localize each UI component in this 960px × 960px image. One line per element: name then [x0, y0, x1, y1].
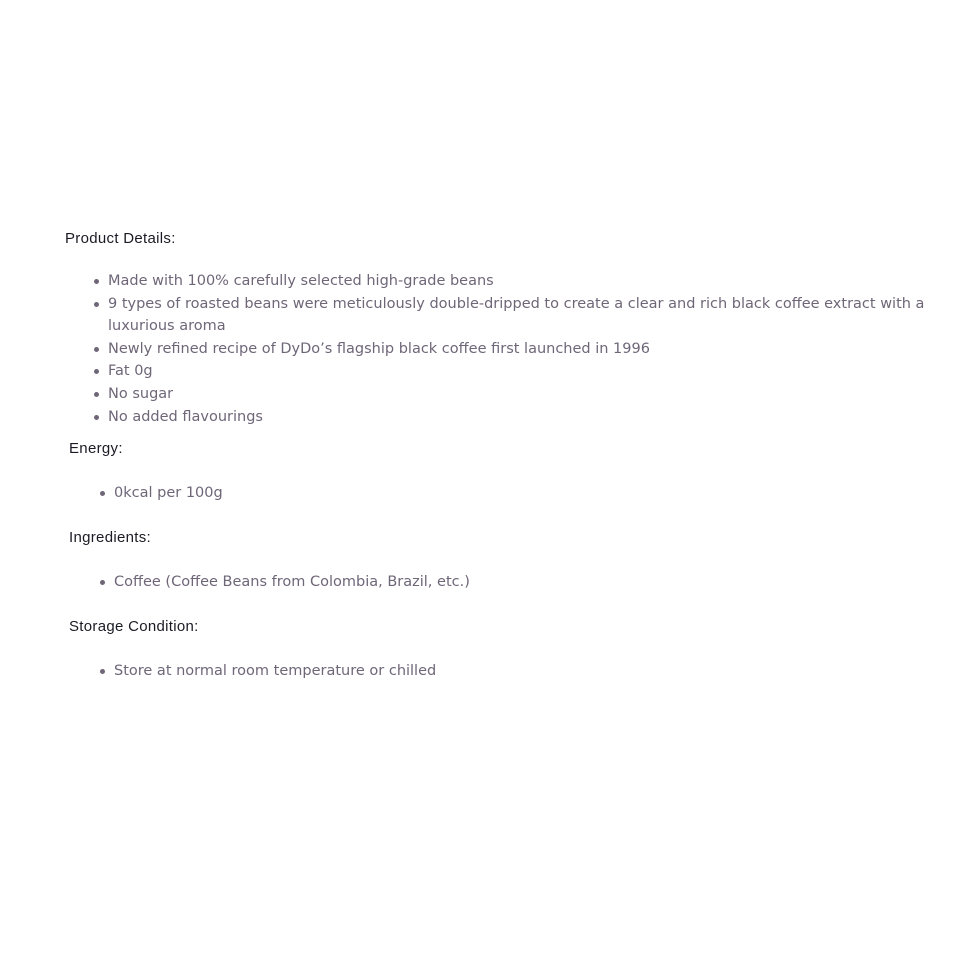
list-item: No sugar [108, 383, 928, 406]
list-item: Made with 100% carefully selected high-grade beans [108, 270, 928, 293]
list-item: Coffee (Coffee Beans from Colombia, Brazil, etc.) [114, 571, 914, 594]
list-item: 0kcal per 100g [114, 482, 914, 505]
list-item: Newly refined recipe of DyDo’s flagship black coffee first launched in 1996 [108, 338, 928, 361]
list-item: No added flavourings [108, 406, 928, 429]
list-item: 9 types of roasted beans were meticulously double-dripped to create a clear and rich black coffee extract with a luxurious aroma [108, 293, 928, 338]
ingredients-list [114, 571, 914, 594]
energy-list [114, 482, 914, 505]
ingredients-heading: Ingredients: [69, 529, 151, 546]
energy-heading: Energy: [69, 440, 123, 457]
product-details-heading: Product Details: [65, 230, 176, 247]
storage-condition-list [114, 660, 914, 683]
storage-condition-heading: Storage Condition: [69, 618, 199, 635]
product-details-list [108, 270, 928, 428]
list-item: Store at normal room temperature or chilled [114, 660, 914, 683]
list-item: Fat 0g [108, 360, 928, 383]
